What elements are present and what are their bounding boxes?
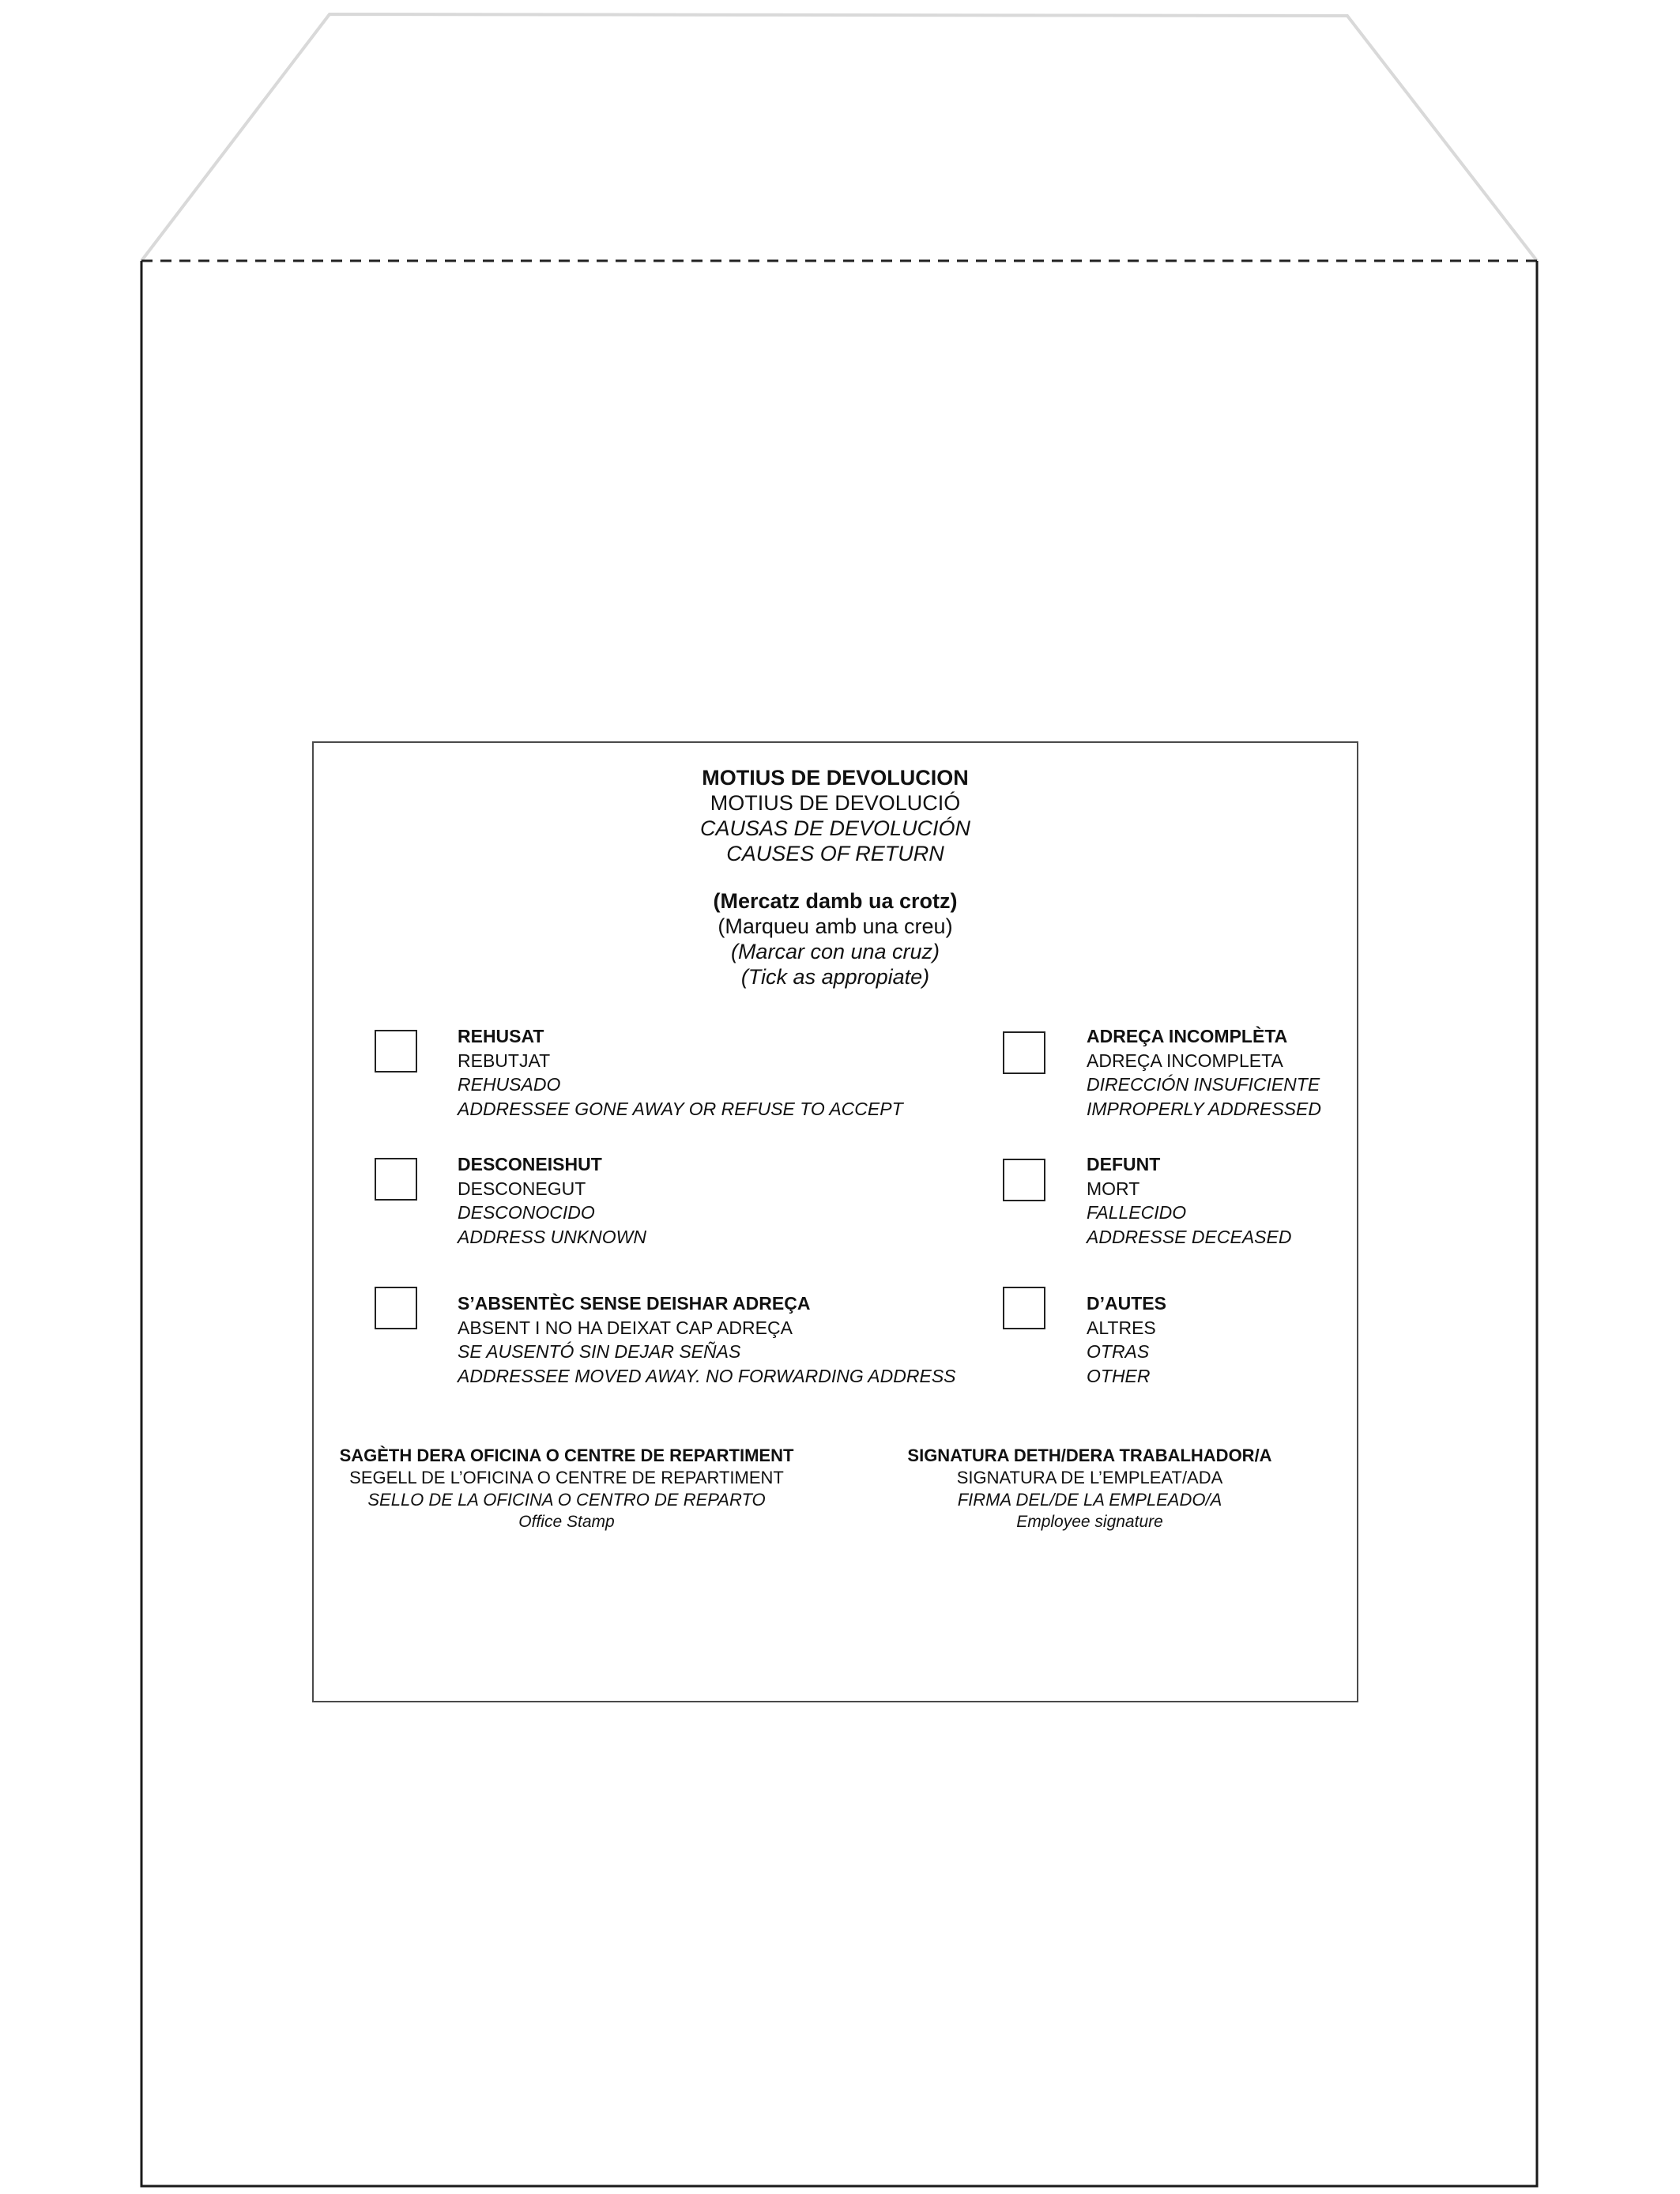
option-label-en: ADDRESS UNKNOWN <box>458 1226 646 1247</box>
option-label-ca: MORT <box>1087 1178 1140 1199</box>
signature-label-ca: SIGNATURA DE L’EMPLEAT/ADA <box>956 1468 1223 1487</box>
option-label-ca: ALTRES <box>1087 1317 1156 1338</box>
checkbox-other[interactable] <box>1003 1287 1045 1329</box>
checkbox-refused[interactable] <box>375 1030 417 1072</box>
checkbox-moved-away[interactable] <box>375 1287 417 1329</box>
envelope-flap <box>141 14 1537 261</box>
instruction-occitan: (Mercatz damb ua crotz) <box>713 889 958 913</box>
option-label-oc: S’ABSENTÈC SENSE DEISHAR ADREÇA <box>458 1293 811 1314</box>
checkbox-deceased[interactable] <box>1003 1159 1045 1201</box>
office-stamp-area <box>330 1445 804 1533</box>
stamp-label-oc: SAGÈTH DERA OFICINA O CENTRE DE REPARTIMENT <box>339 1446 794 1465</box>
option-label-oc: REHUSAT <box>458 1026 544 1046</box>
instruction-english: (Tick as appropiate) <box>740 965 930 989</box>
option-label-en: OTHER <box>1087 1365 1151 1386</box>
return-reasons-panel <box>312 741 1358 1702</box>
title-occitan: MOTIUS DE DEVOLUCION <box>702 766 969 790</box>
option-label-es: OTRAS <box>1087 1341 1150 1362</box>
panel-heading <box>314 765 1357 990</box>
option-label-ca: DESCONEGUT <box>458 1178 586 1199</box>
checkbox-unknown[interactable] <box>375 1158 417 1201</box>
stamp-label-en: Office Stamp <box>518 1513 615 1531</box>
option-label-ca: ABSENT I NO HA DEIXAT CAP ADREÇA <box>458 1317 793 1338</box>
option-label-es: DIRECCIÓN INSUFICIENTE <box>1087 1074 1320 1095</box>
option-label-oc: ADREÇA INCOMPLÈTA <box>1087 1026 1288 1046</box>
option-label-es: DESCONOCIDO <box>458 1202 595 1223</box>
signature-label-en: Employee signature <box>1016 1513 1163 1531</box>
signature-label-es: FIRMA DEL/DE LA EMPLEADO/A <box>957 1490 1222 1510</box>
option-label-oc: D’AUTES <box>1087 1293 1166 1314</box>
title-spanish: CAUSAS DE DEVOLUCIÓN <box>699 816 971 840</box>
option-label-en: ADDRESSEE MOVED AWAY. NO FORWARDING ADDRESS <box>458 1365 956 1386</box>
stamp-label-ca: SEGELL DE L’OFICINA O CENTRE DE REPARTIMENT <box>349 1468 784 1487</box>
option-label-es: FALLECIDO <box>1087 1202 1187 1223</box>
option-label-en: IMPROPERLY ADDRESSED <box>1087 1098 1321 1119</box>
title-english: CAUSES OF RETURN <box>726 842 944 865</box>
option-label-oc: DESCONEISHUT <box>458 1154 602 1174</box>
option-label-es: SE AUSENTÓ SIN DEJAR SEÑAS <box>458 1341 741 1362</box>
option-label-es: REHUSADO <box>458 1074 561 1095</box>
option-label-en: ADDRESSEE GONE AWAY OR REFUSE TO ACCEPT <box>458 1098 903 1119</box>
option-label-ca: REBUTJAT <box>458 1050 551 1071</box>
title-catalan: MOTIUS DE DEVOLUCIÓ <box>710 791 961 815</box>
stamp-label-es: SELLO DE LA OFICINA O CENTRO DE REPARTO <box>367 1490 766 1510</box>
checkbox-incomplete-address[interactable] <box>1003 1031 1045 1074</box>
option-label-oc: DEFUNT <box>1087 1154 1161 1174</box>
signature-label-oc: SIGNATURA DETH/DERA TRABALHADOR/A <box>907 1446 1272 1465</box>
instruction-spanish: (Marcar con una cruz) <box>730 940 940 963</box>
employee-signature-area <box>884 1445 1295 1533</box>
option-label-en: ADDRESSE DECEASED <box>1087 1226 1292 1247</box>
option-label-ca: ADREÇA INCOMPLETA <box>1087 1050 1283 1071</box>
instruction-catalan: (Marqueu amb una creu) <box>718 914 953 938</box>
